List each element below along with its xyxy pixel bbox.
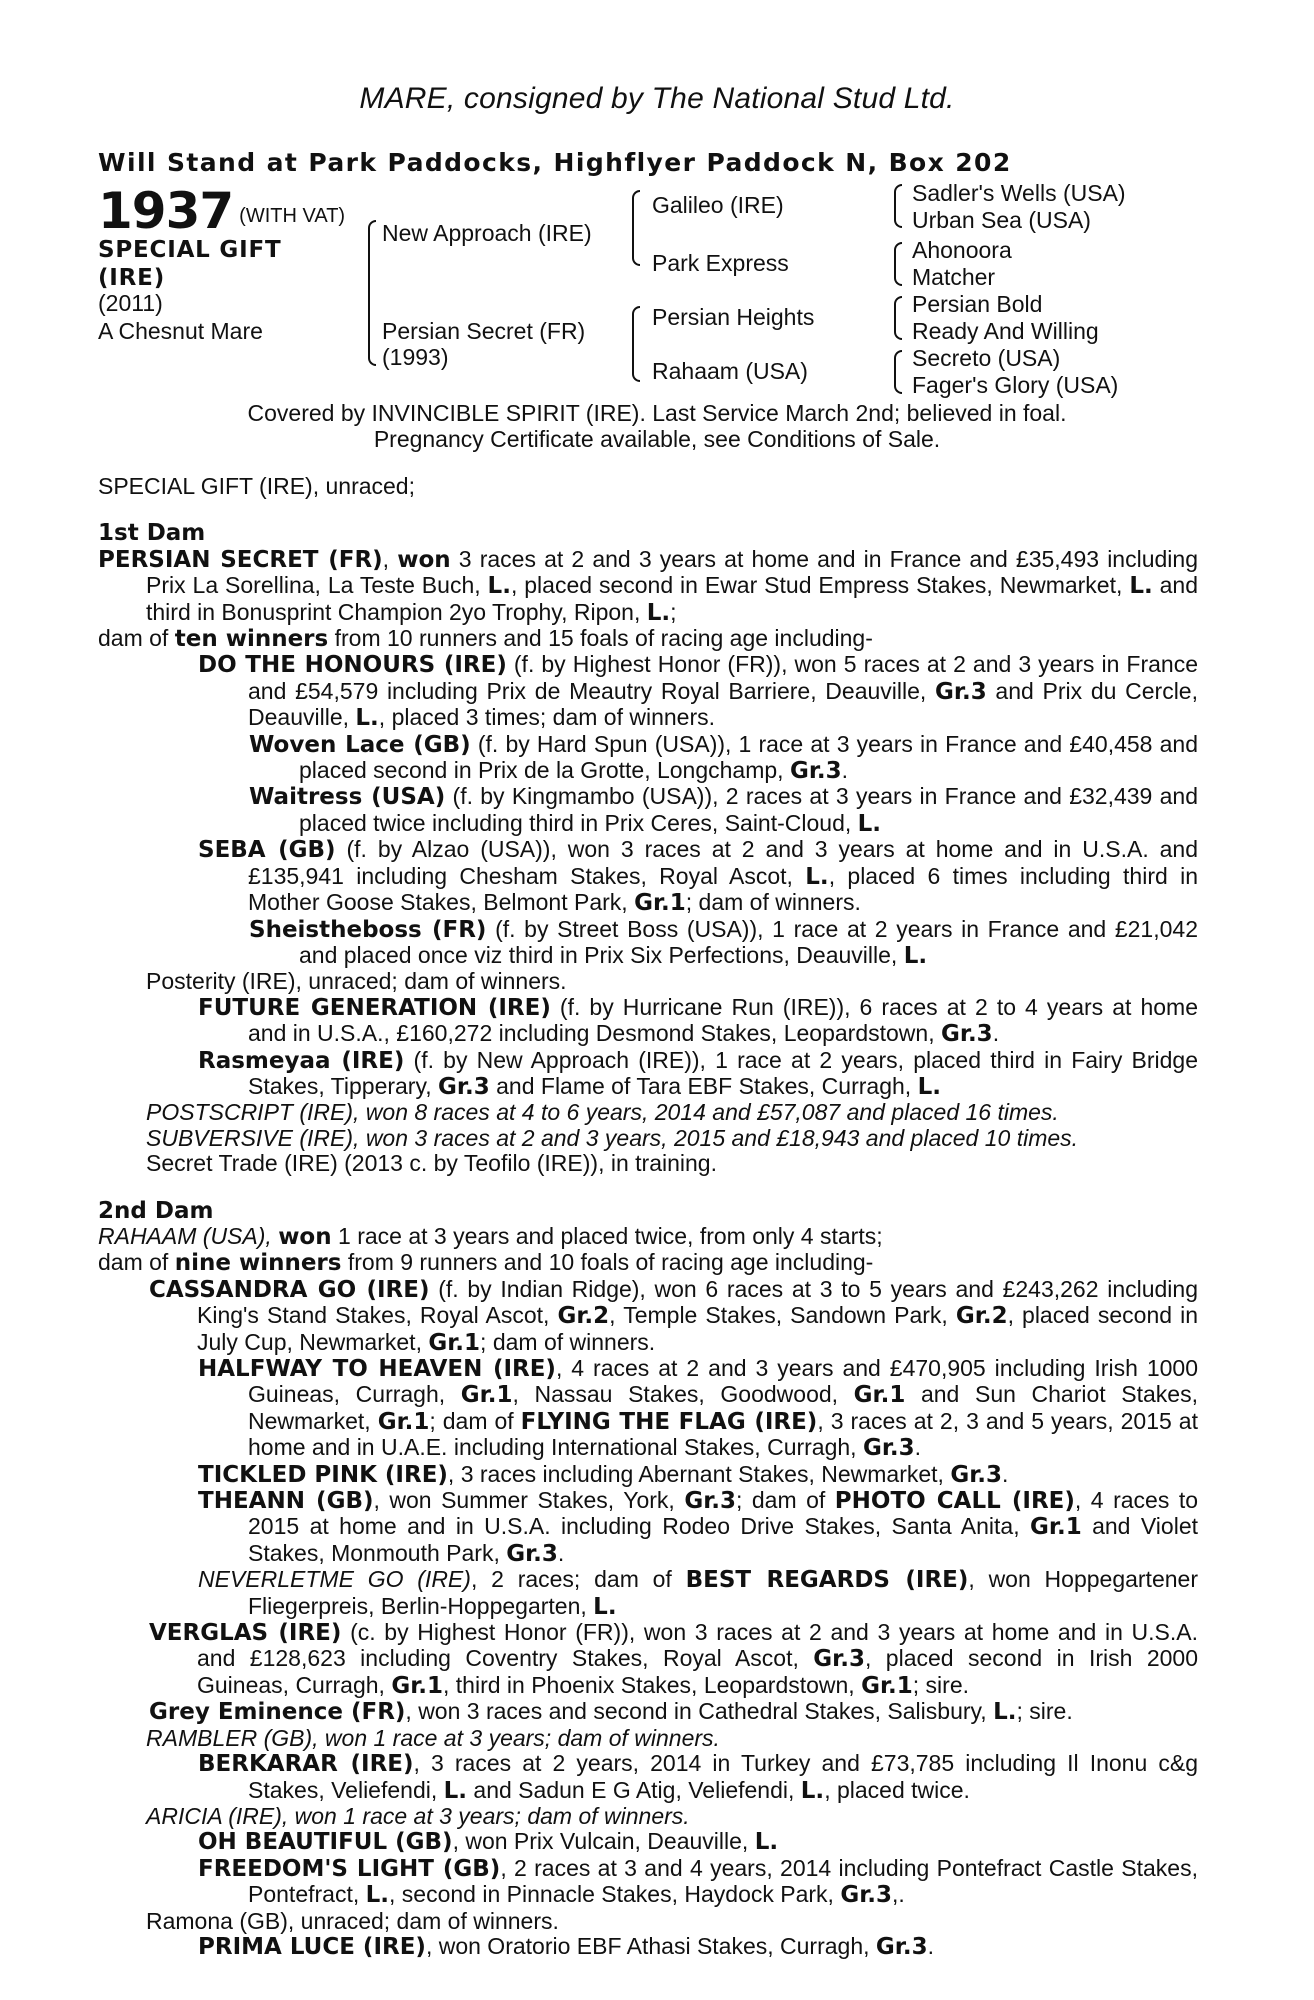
produce-entry: POSTSCRIPT (IRE), won 8 races at 4 to 6 years, 2014 and £57,087 and placed 16 times. [146, 1099, 1059, 1126]
lot-number: 1937 [98, 182, 234, 240]
produce-entry: Secret Trade (IRE) (2013 c. by Teofilo (IRE)), in training. [146, 1150, 717, 1177]
produce-entry: Ramona (GB), unraced; dam of winners. [146, 1907, 559, 1934]
horse-description: A Chesnut Mare [98, 318, 263, 344]
pedigree-dam-sire: Persian Heights [652, 304, 815, 330]
bracket-g3-3 [894, 296, 902, 340]
produce-entry: VERGLAS (IRE) (c. by Highest Honor (FR)), won 3 races at 2 and 3 years at home and in U.S.A. and £128,623 including Coventry Stakes, Royal Ascot, Gr.3, placed second in Irish 2000 Guineas, Curragh, Gr.1, third in Phoenix Stakes, Leopardstown, Gr.1; sire. [149, 1619, 1198, 1699]
lot-number-block [98, 182, 345, 240]
produce-entry: Waitress (USA) (f. by Kingmambo (USA)), 2 races at 3 years in France and £32,439 and placed twice including third in Prix Ceres, Saint-Cloud, L. [249, 783, 1199, 837]
bracket-g3-1 [894, 184, 902, 228]
pedigree-g3-5: Persian Bold [912, 291, 1043, 317]
pedigree-dam: Persian Secret (FR) [382, 318, 586, 344]
location-line: Will Stand at Park Paddocks, Highflyer Paddock N, Box 202 [98, 148, 1012, 177]
pedigree-g3-7: Secreto (USA) [912, 345, 1061, 371]
produce-entry: DO THE HONOURS (IRE) (f. by Highest Honor (FR)), won 5 races at 2 and 3 years in France and £54,579 including Prix de Meautry Royal Barriere, Deauville, Gr.3 and Prix du Cercle, Deauville, L., placed 3 times; dam of winners. [198, 651, 1198, 732]
produce-entry: HALFWAY TO HEAVEN (IRE), 4 races at 2 and 3 years and £470,905 including Irish 1000 Guineas, Curragh, Gr.1, Nassau Stakes, Goodwood, Gr.1 and Sun Chariot Stakes, Newmarket, Gr.1; dam of FLYING THE FLAG (IRE), 3 races at 2, 3 and 5 years, 2015 at home and in U.A.E. including International Stakes, Curragh, Gr.3. [198, 1355, 1198, 1462]
produce-entry: RAMBLER (GB), won 1 race at 3 years; dam of winners. [146, 1724, 720, 1751]
bracket-sire-side [632, 190, 640, 266]
produce-record [98, 474, 1198, 1960]
covering-note [0, 400, 1314, 452]
bracket-generation-1 [368, 220, 376, 366]
foaling-year: (2011) [98, 290, 163, 316]
produce-entry: OH BEAUTIFUL (GB), won Prix Vulcain, Deauville, L. [198, 1828, 779, 1856]
bracket-g3-2 [894, 242, 902, 286]
pregnancy-line: Pregnancy Certificate available, see Conditions of Sale. [373, 426, 941, 452]
produce-entry: Sheistheboss (FR) (f. by Street Boss (USA)), 1 race at 2 years in France and £21,042 and placed once viz third in Prix Six Perfections, Deauville, L. [249, 915, 1198, 969]
pedigree-sire: New Approach (IRE) [382, 220, 592, 246]
second-dam-heading: 2nd Dam [98, 1197, 214, 1224]
produce-entry: FREEDOM'S LIGHT (GB), 2 races at 3 and 4 years, 2014 including Pontefract Castle Stakes, Pontefract, L., second in Pinnacle Stakes, Haydock Park, Gr.3,. [198, 1854, 1198, 1909]
vat-label: (WITH VAT) [239, 205, 346, 227]
produce-entry: NEVERLETME GO (IRE), 2 races; dam of BEST REGARDS (IRE), won Hoppegartener Fliegerpreis, Berlin-Hoppegarten, L. [198, 1566, 1198, 1620]
pedigree-g3-8: Fager's Glory (USA) [912, 372, 1119, 398]
covering-line: Covered by INVINCIBLE SPIRIT (IRE). Last Service March 2nd; believed in foal. [247, 400, 1067, 426]
first-dam-produce-summary: dam of ten winners from 10 runners and 15 foals of racing age including- [98, 625, 873, 653]
pedigree-g3-2: Urban Sea (USA) [912, 207, 1091, 233]
produce-entry: Grey Eminence (FR), won 3 races and second in Cathedral Stakes, Salisbury, L.; sire. [149, 1698, 1073, 1726]
produce-entry: CASSANDRA GO (IRE) (f. by Indian Ridge), won 6 races at 3 to 5 years and £243,262 including King's Stand Stakes, Royal Ascot, Gr.2, Temple Stakes, Sandown Park, Gr.2, placed second in July Cup, Newmarket, Gr.1; dam of winners. [149, 1275, 1198, 1356]
produce-entry: Rasmeyaa (IRE) (f. by New Approach (IRE)), 1 race at 2 years, placed third in Fairy Bridge Stakes, Tipperary, Gr.3 and Flame of Tara EBF Stakes, Curragh, L. [198, 1046, 1198, 1100]
produce-entry: SEBA (GB) (f. by Alzao (USA)), won 3 races at 2 and 3 years at home and in U.S.A. and £135,941 including Chesham Stakes, Royal Ascot, L., placed 6 times including third in Mother Goose Stakes, Belmont Park, Gr.1; dam of winners. [198, 836, 1198, 917]
intro-line: SPECIAL GIFT (IRE), unraced; [98, 473, 415, 499]
horse-name-line1: SPECIAL GIFT [98, 237, 282, 263]
produce-entry: ARICIA (IRE), won 1 race at 3 years; dam of winners. [146, 1802, 690, 1829]
bracket-g3-4 [894, 350, 902, 394]
pedigree-sire-dam: Park Express [652, 250, 789, 276]
produce-entry: PRIMA LUCE (IRE), won Oratorio EBF Athasi Stakes, Curragh, Gr.3. [198, 1932, 934, 1960]
pedigree-dam-dam: Rahaam (USA) [652, 358, 808, 384]
horse-name [98, 236, 281, 292]
pedigree-g3-4: Matcher [912, 264, 996, 290]
second-dam-produce-summary: dam of nine winners from 9 runners and 10 foals of racing age including- [98, 1249, 874, 1277]
second-dam-record: RAHAAM (USA), won 1 race at 3 years and placed twice, from only 4 starts; [98, 1222, 883, 1250]
bracket-dam-side [632, 306, 640, 382]
produce-entry: BERKARAR (IRE), 3 races at 2 years, 2014 in Turkey and £73,785 including Il Inonu c&g Stakes, Veliefendi, L. and Sadun E G Atig, Veliefendi, L., placed twice. [198, 1750, 1198, 1804]
consignment-line: MARE, consigned by The National Stud Ltd. [359, 82, 955, 115]
pedigree-dam-year: (1993) [382, 344, 449, 370]
produce-entry: Woven Lace (GB) (f. by Hard Spun (USA)), 1 race at 3 years in France and £40,458 and placed second in Prix de la Grotte, Longchamp, Gr.3. [249, 730, 1198, 785]
produce-entry: TICKLED PINK (IRE), 3 races including Abernant Stakes, Newmarket, Gr.3. [198, 1460, 1009, 1488]
first-dam-heading: 1st Dam [98, 520, 206, 547]
produce-entry: Posterity (IRE), unraced; dam of winners. [146, 968, 567, 995]
first-dam-record: PERSIAN SECRET (FR), won 3 races at 2 and 3 years at home and in France and £35,493 including Prix La Sorellina, La Teste Buch, L., placed second in Ewar Stud Empress Stakes, Newmarket, L. and third in Bonusprint Champion 2yo Trophy, Ripon, L.; [98, 545, 1199, 626]
pedigree-g3-3: Ahonoora [912, 237, 1012, 263]
produce-entry: FUTURE GENERATION (IRE) (f. by Hurricane Run (IRE)), 6 races at 2 to 4 years at home and in U.S.A., £160,272 including Desmond Stakes, Leopardstown, Gr.3. [198, 993, 1198, 1048]
produce-entry: SUBVERSIVE (IRE), won 3 races at 2 and 3 years, 2015 and £18,943 and placed 10 times. [146, 1124, 1079, 1151]
pedigree-g3-1: Sadler's Wells (USA) [912, 180, 1126, 206]
produce-entry: THEANN (GB), won Summer Stakes, York, Gr.3; dam of PHOTO CALL (IRE), 4 races to 2015 at home and in U.S.A. including Rodeo Drive Stakes, Santa Anita, Gr.1 and Violet Stakes, Monmouth Park, Gr.3. [198, 1487, 1199, 1567]
pedigree-g3-6: Ready And Willing [912, 318, 1099, 344]
horse-name-line2: (IRE) [98, 265, 166, 291]
pedigree-sire-sire: Galileo (IRE) [652, 192, 784, 218]
